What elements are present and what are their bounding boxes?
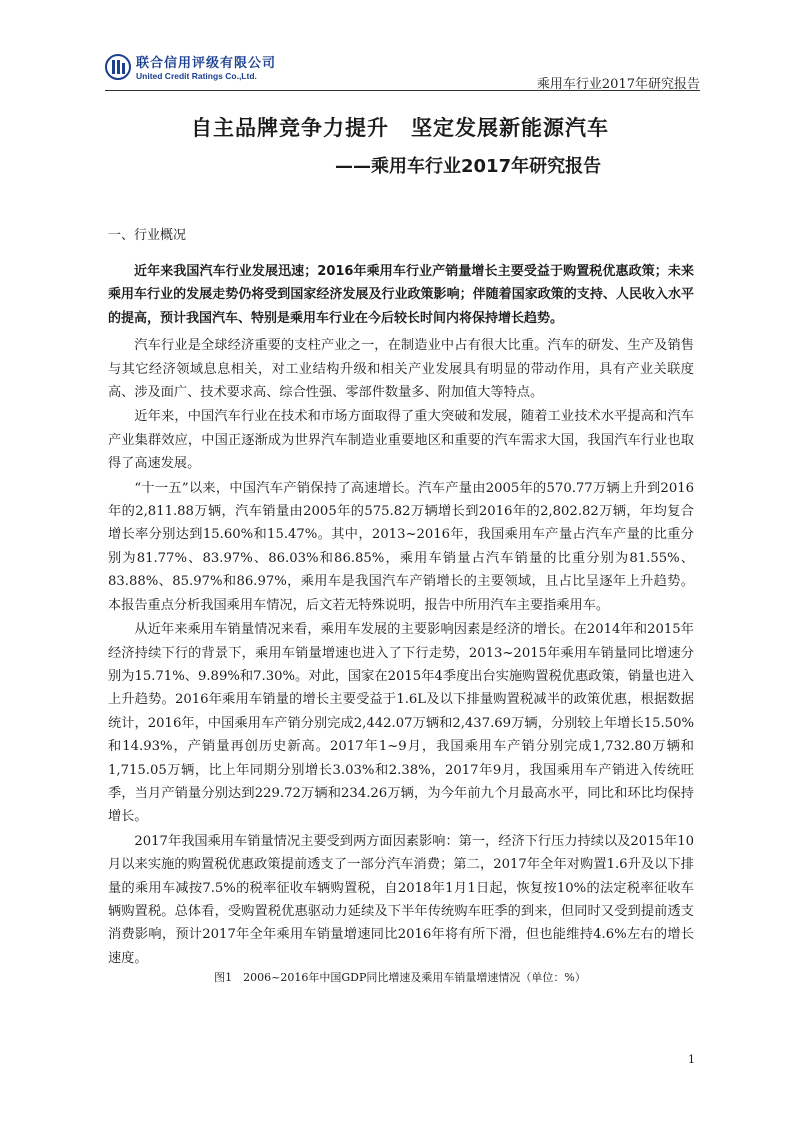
company-name-en: United Credit Ratings Co.,Ltd.: [136, 71, 257, 81]
report-subtitle: ——乘用车行业2017年研究报告: [335, 156, 602, 177]
report-body: [108, 260, 694, 971]
summary-paragraph: 近年来我国汽车行业发展迅速；2016年乘用车行业产销量增长主要受益于购置税优惠政策；未来乘用车行业的发展走势仍将受到国家经济发展及行业政策影响；伴随着国家政策的支持、人民收入水平的提高，预计我国汽车、特别是乘用车行业在今后较长时间内将保持增长趋势。: [108, 264, 694, 326]
body-paragraph: 2017年我国乘用车销量情况主要受到两方面因素影响：第一，经济下行压力持续以及2015年10月以来实施的购置税优惠政策提前透支了一部分汽车消费；第二，2017年全年对购置1.6升及以下排量的乘用车减按7.5%的税率征收车辆购置税，自2018年1月1日起，恢复按10%的法定税率征收车辆购置税。总体看，受购置税优惠驱动力延续及下半年传统购车旺季的到来，但同时又受到提前透支消费影响，预计2017年全年乘用车销量增速同比2016年将有所下滑，但也能维持4.6%左右的增长速度。: [108, 833, 694, 966]
body-paragraph: “十一五”以来，中国汽车产销保持了高速增长。汽车产量由2005年的570.77万辆上升到2016年的2,811.88万辆，汽车销量由2005年的575.82万辆增长到2016年的2,802.82万辆，年均复合增长率分别达到15.60%和15.47%。其中，2013~2016年，我国乘用车产量占汽车产量的比重分别为81.77%、83.97%、86.03%和86.85%，乘用车销量占汽车销量的比重分别为81.55%、83.88%、85.97%和86.97%，乘用车是我国汽车产销增长的主要领域，且占比呈逐年上升趋势。本报告重点分析我国乘用车情况，后文若无特殊说明，报告中所用汽车主要指乘用车。: [108, 480, 694, 613]
company-logo-icon: [105, 54, 131, 80]
header-divider: [105, 90, 700, 91]
report-title: 自主品牌竞争力提升 坚定发展新能源汽车: [191, 116, 609, 140]
company-name-cn: 联合信用评级有限公司: [136, 56, 277, 71]
body-paragraph: 从近年来乘用车销量情况来看，乘用车发展的主要影响因素是经济的增长。在2014年和2015年经济持续下行的背景下，乘用车销量增速也进入了下行走势，2013~2015年乘用车销量同比增速分别为15.71%、9.89%和7.30%。对此，国家在2015年4季度出台实施购置税优惠政策，销量也进入上升趋势。2016年乘用车销量的增长主要受益于1.6L及以下排量购置税减半的政策优惠，根据数据统计，2016年，中国乘用车产销分别完成2,442.07万辆和2,437.69万辆，分别较上年增长15.50%和14.93%，产销量再创历史新高。2017年1~9月，我国乘用车产销分别完成1,732.80万辆和1,715.05万辆，比上年同期分别增长3.03%和2.38%，2017年9月，我国乘用车产销进入传统旺季，当月产销量分别达到229.72万辆和234.26万辆，为今年前九个月最高水平，同比和环比均保持增长。: [108, 622, 694, 825]
page-number: 1: [688, 1053, 695, 1066]
figure-caption: 图1 2006~2016年中国GDP同比增速及乘用车销量增速情况（单位：%）: [214, 971, 586, 984]
header-report-name: 乘用车行业2017年研究报告: [536, 77, 700, 92]
body-paragraph: 汽车行业是全球经济重要的支柱产业之一，在制造业中占有很大比重。汽车的研发、生产及销售与其它经济领域息息相关，对工业结构升级和相关产业发展具有明显的带动作用，具有产业关联度高、涉及面广、技术要求高、综合性强、零部件数量多、附加值大等特点。: [108, 338, 694, 401]
body-paragraph: 近年来，中国汽车行业在技术和市场方面取得了重大突破和发展，随着工业技术水平提高和汽车产业集群效应，中国正逐渐成为世界汽车制造业重要地区和重要的汽车需求大国，我国汽车行业也取得了高速发展。: [108, 409, 694, 472]
page-header: [105, 50, 700, 94]
section-heading: 一、行业概况: [108, 228, 187, 243]
